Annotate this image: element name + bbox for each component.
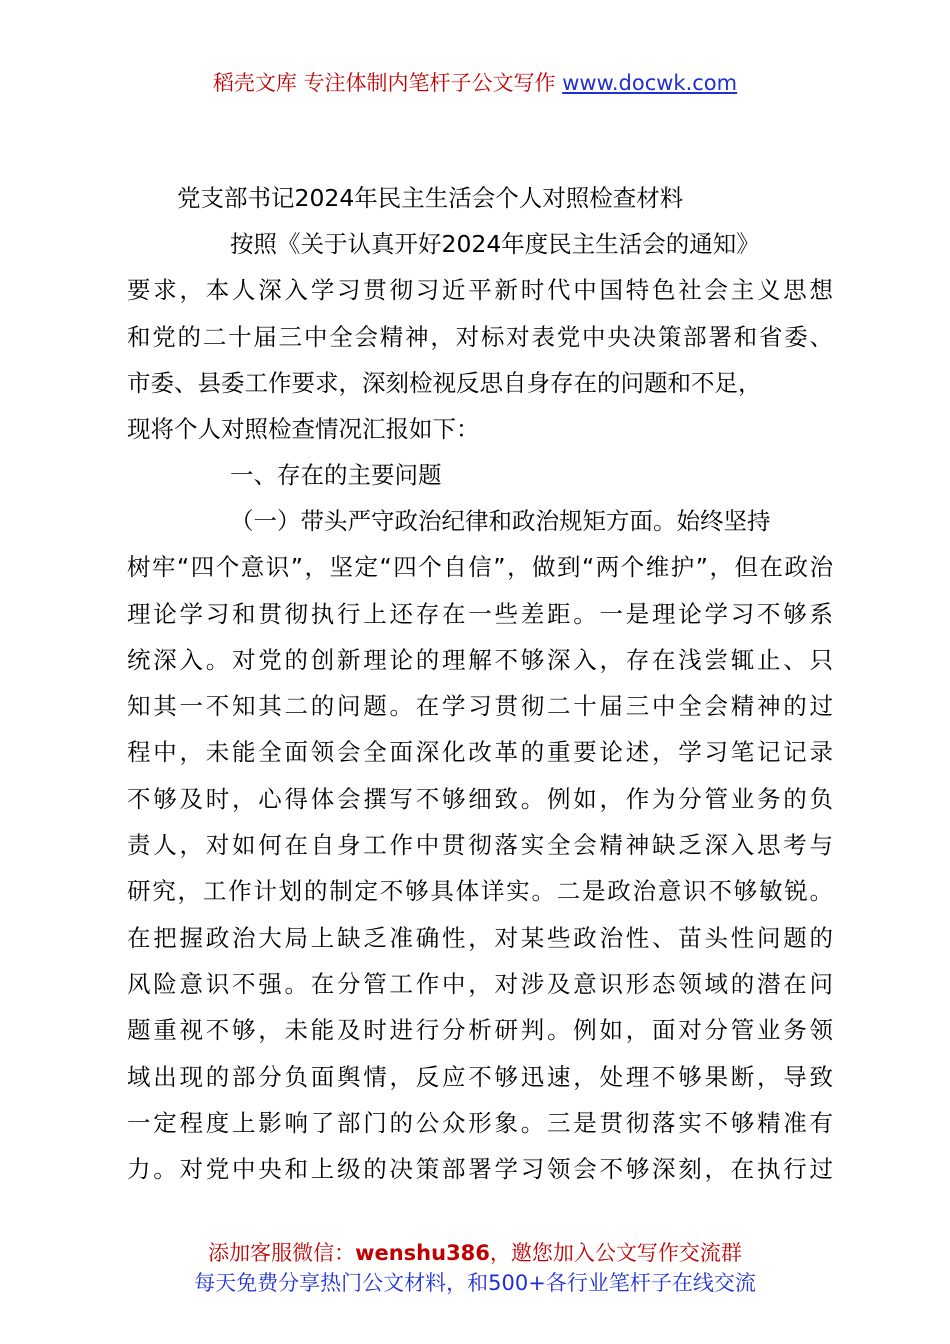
body-line: 题重视不够，未能及时进行分析研判。例如，面对分管业务领 xyxy=(127,1016,833,1045)
header-site-link[interactable]: www.docwk.com xyxy=(562,71,738,95)
document-title: 党支部书记2024年民主生活会个人对照检查材料 xyxy=(177,184,684,212)
body-line: 力。对党中央和上级的决策部署学习领会不够深刻，在执行过 xyxy=(127,1155,833,1184)
section-heading-block xyxy=(127,452,833,498)
intro-line: 要求，本人深入学习贯彻习近平新时代中国特色社会主义思想 xyxy=(127,276,833,305)
section-heading: 一、存在的主要问题 xyxy=(230,461,442,489)
intro-line: 现将个人对照检查情况汇报如下： xyxy=(127,415,480,444)
footer-wechat-line xyxy=(0,1238,950,1268)
footer-wechat-id: wenshu386 xyxy=(355,1241,490,1265)
body-line: 理论学习和贯彻执行上还存在一些差距。一是理论学习不够系 xyxy=(127,599,833,628)
body-line: 统深入。对党的创新理论的理解不够深入，存在浅尝辄止、只 xyxy=(127,645,833,674)
body-line: 研究，工作计划的制定不够具体详实。二是政治意识不够敏锐。 xyxy=(127,877,833,906)
intro-line: 按照《关于认真开好2024年度民主生活会的通知》 xyxy=(230,230,760,258)
footer-wechat-suffix: ，邀您加入公文写作交流群 xyxy=(489,1241,742,1265)
body-line: 树牢“四个意识”，坚定“四个自信”，做到“两个维护”，但在政治 xyxy=(127,553,833,582)
footer-wechat-prefix: 添加客服微信： xyxy=(208,1241,356,1265)
body-line: 程中，未能全面领会全面深化改革的重要论述，学习笔记记录 xyxy=(127,738,833,767)
body-line: （一）带头严守政治纪律和政治规矩方面。始终坚持 xyxy=(230,507,771,535)
body-line: 风险意识不强。在分管工作中，对涉及意识形态领域的潜在问 xyxy=(127,969,833,998)
page-header xyxy=(0,66,950,100)
body-line: 知其一不知其二的问题。在学习贯彻二十届三中全会精神的过 xyxy=(127,692,833,721)
intro-line: 市委、县委工作要求，深刻检视反思自身存在的问题和不足， xyxy=(127,368,762,397)
footer-share-line: 每天免费分享热门公文材料，和500+各行业笔杆子在线交流 xyxy=(194,1271,756,1295)
body-line: 责人，对如何在自身工作中贯彻落实全会精神缺乏深入思考与 xyxy=(127,831,833,860)
body-line: 在把握政治大局上缺乏准确性，对某些政治性、苗头性问题的 xyxy=(127,923,833,952)
body-line: 不够及时，心得体会撰写不够细致。例如，作为分管业务的负 xyxy=(127,784,833,813)
body-line: 域出现的部分负面舆情，反应不够迅速，处理不够果断，导致 xyxy=(127,1062,833,1091)
intro-line: 和党的二十届三中全会精神，对标对表党中央决策部署和省委、 xyxy=(127,322,833,351)
body-line: 一定程度上影响了部门的公众形象。三是贯彻落实不够精准有 xyxy=(127,1108,833,1137)
header-brand-text: 稻壳文库 专注体制内笔杆子公文写作 xyxy=(212,71,556,95)
intro-paragraph xyxy=(127,221,833,452)
body-paragraph xyxy=(127,498,833,1192)
